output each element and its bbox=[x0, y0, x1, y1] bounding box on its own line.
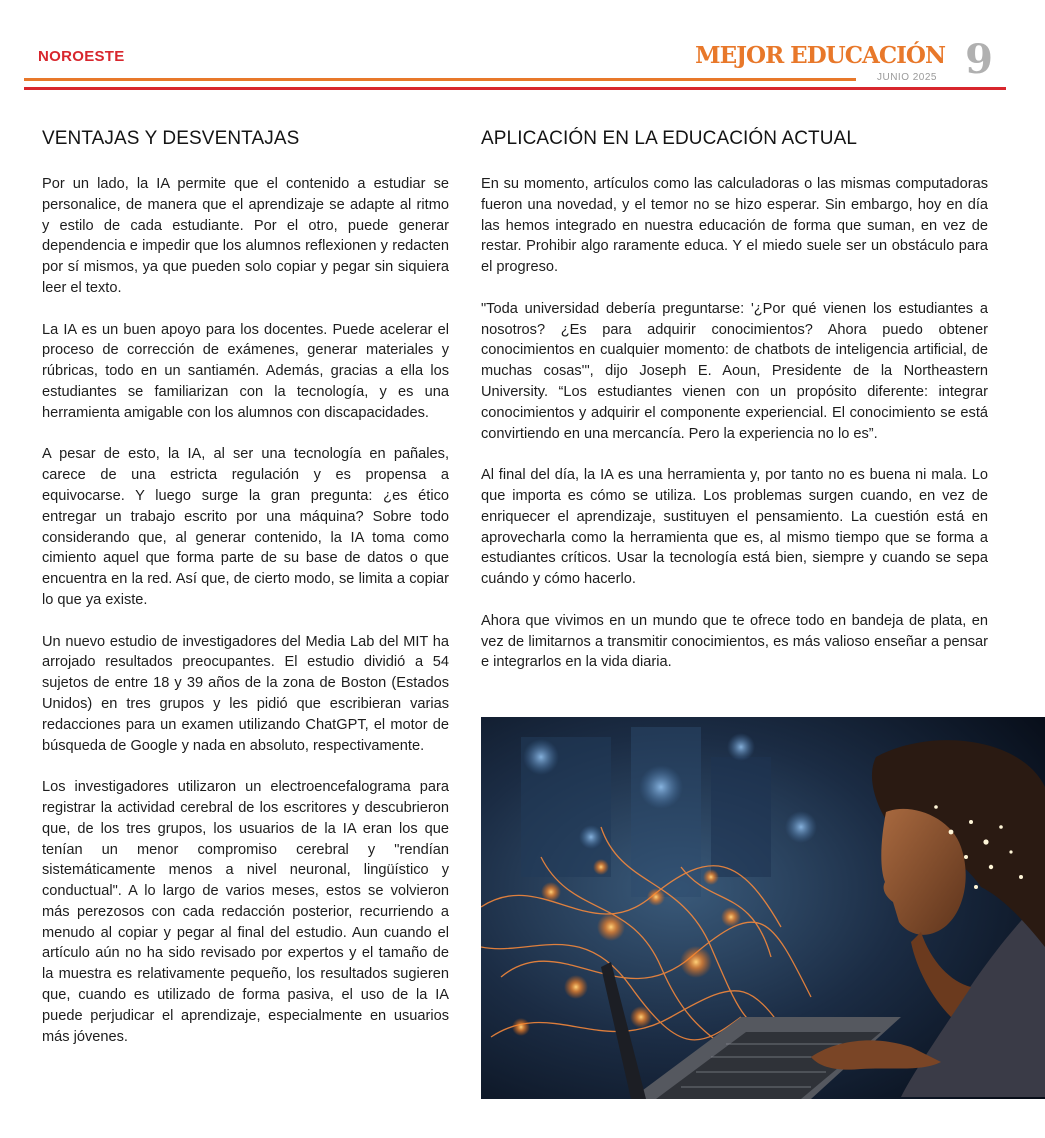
article-paragraph: Un nuevo estudio de investigadores del Media Lab del MIT ha arrojado resultados preocupantes. El estudio dividió a 54 sujetos de entre 18 y 39 años de la zona de Boston (Estados Unidos) en tres grupos y les pidió que escribieran varias redacciones para un examen utilizando ChatGPT, el motor de búsqueda de Google y nada en absoluto, respectivamente. bbox=[42, 633, 449, 754]
newspaper-logo: NOROESTE bbox=[38, 48, 125, 65]
right-column-heading: APLICACIÓN EN LA EDUCACIÓN ACTUAL bbox=[481, 128, 858, 149]
article-paragraph: "Toda universidad debería preguntarse: '¿Por qué vienen los estudiantes a nosotros? ¿Es para adquirir conocimientos? Ahora puedo obtener conocimientos en cualquier momento: de chatbots de inteligencia artificial, de muchas cosas'", dijo Joseph E. Aoun, Presidente de la Northeastern University. “Los estudiantes vienen con un propósito diferente: integrar conocimientos y adquirir el componente experiencial. El conocimiento se está convirtiendo en una mercancía. Pero la experiencia no lo es”. bbox=[481, 300, 988, 442]
right-column bbox=[481, 126, 988, 694]
page-number: 9 bbox=[965, 36, 993, 83]
section-title: MEJOR EDUCACIÓN bbox=[695, 42, 945, 69]
article-paragraph: Los investigadores utilizaron un electroencefalograma para registrar la actividad cerebral de los escritores y descubrieron que, de los tres grupos, los usuarios de la IA eran los que tenían un menor compromiso cerebral y "rendían sistemáticamente menos a nivel neuronal, lingüístico y conductual". A lo largo de varios meses, estos se volvieron más perezosos con cada redacción posterior, recurriendo a menudo al copiar y pegar al final del estudio. Aun cuando el artículo aún no ha sido revisado por expertos y el tamaño de la muestra es relativamente pequeño, los resultados sugieren que, cuando es utilizado de forma pasiva, el uso de la IA puede perjudicar el aprendizaje, especialmente en usuarios más jóvenes. bbox=[42, 779, 449, 1045]
header-rule-red bbox=[24, 87, 1006, 90]
article-paragraph: En su momento, artículos como las calculadoras o las mismas computadoras fueron una novedad, y el temor no se hizo esperar. Sin embargo, hoy en día las hemos integrado en nuestra educación de forma que suman, en vez de restar. Prohibir algo raramente educa. Y el miedo suele ser un obstáculo para el progreso. bbox=[481, 176, 988, 276]
article-paragraph: La IA es un buen apoyo para los docentes. Puede acelerar el proceso de corrección de exámenes, generar materiales y rúbricas, todo en un santiamén. Además, gracias a ella los estudiantes se familiarizan con la tecnología, y es una herramienta amigable con los alumnos con discapacidades. bbox=[42, 321, 449, 421]
article-paragraph: Por un lado, la IA permite que el contenido a estudiar se personalice, de manera que el aprendizaje se adapte al ritmo y estilo de cada estudiante. Por el otro, puede generar dependencia e impedir que los alumnos reflexionen y redacten por sí mismos, ya que pueden solo copiar y pegar sin siquiera leer el texto. bbox=[42, 176, 449, 296]
header-rule-orange bbox=[24, 78, 856, 81]
issue-date: JUNIO 2025 bbox=[876, 72, 937, 83]
article-paragraph: Al final del día, la IA es una herramienta y, por tanto no es buena ni mala. Lo que importa es cómo se utiliza. Los problemas surgen cuando, en vez de enriquecer el aprendizaje, sustituyen el pensamiento. La cuestión está en aprovecharla como la herramienta que es, al mismo tiempo que se forma a estudiantes críticos. Usar la tecnología está bien, siempre y cuando se sepa cuándo y cómo hacerlo. bbox=[481, 467, 988, 588]
left-column bbox=[42, 126, 449, 1068]
article-paragraph: Ahora que vivimos en un mundo que te ofrece todo en bandeja de plata, en vez de limitarnos a transmitir conocimientos, es más valioso enseñar a pensar e integrarlos en la vida diaria. bbox=[481, 612, 988, 671]
article-paragraph: A pesar de esto, la IA, al ser una tecnología en pañales, carece de una estricta regulación y es propensa a equivocarse. Y luego surge la gran pregunta: ¿es ético entregar un trabajo escrito por una máquina? Sobre todo considerando que, al generar contenido, la IA toma como cimiento aquel que forma parte de su base de datos o que encuentra en la red. Así que, de cierto modo, se limita a copiar lo que ya existe. bbox=[42, 446, 449, 608]
left-column-heading: VENTAJAS Y DESVENTAJAS bbox=[42, 128, 300, 149]
article-photo bbox=[481, 717, 1045, 1099]
girl-with-laptop-illustration bbox=[481, 717, 1045, 1099]
